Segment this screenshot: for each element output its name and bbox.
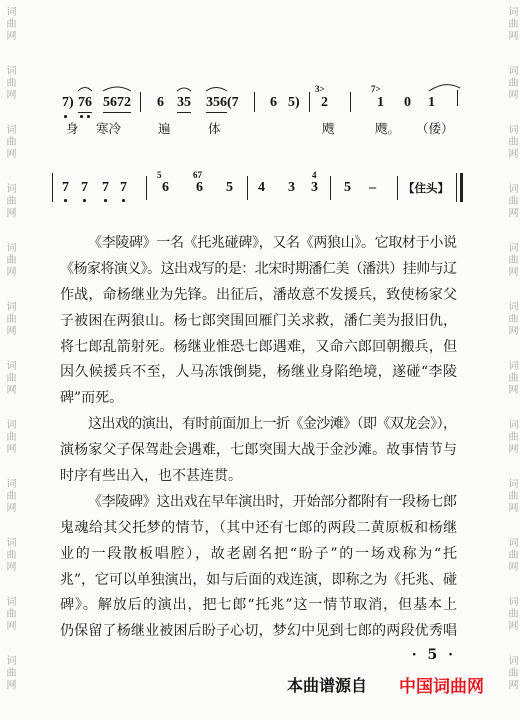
text-line-content: 仍保留了杨继业被困后盼子心切，梦幻中见到七郎的两段优秀唱 (60, 623, 458, 640)
watermark-text: 词曲网 (506, 655, 517, 691)
watermark-text: 词曲网 (506, 6, 517, 42)
watermark-text: 词曲网 (4, 596, 15, 632)
lyric: 寒冷 (96, 121, 122, 136)
bar-line (254, 92, 255, 112)
note: 5 (344, 180, 351, 195)
text-line-content: 这出戏的演出，有时前面加上一折《金沙滩》（即《双龙会》）， (88, 416, 457, 433)
duration-underline (206, 112, 227, 113)
note: 5) (288, 95, 300, 110)
low-octave-dot (83, 199, 86, 202)
bar-line (350, 92, 351, 112)
bar-line (457, 90, 458, 106)
note: 3 (288, 180, 295, 195)
note: 6 (270, 95, 277, 110)
note: 4 (258, 180, 265, 195)
watermark-text: 词曲网 (506, 242, 517, 278)
watermark-text: 词曲网 (4, 242, 15, 278)
grace-note: 67 (193, 170, 202, 180)
note: 35 (177, 95, 191, 110)
text-line-content: 子被困在两狼山。杨七郎突围回雁门关求救，潘仁美为报旧仇， (60, 312, 458, 329)
final-bar-line (460, 173, 463, 202)
text-line-content: 因久候援兵不至，人马冻饿倒毙，杨继业身陷绝境，遂碰“李陵 (60, 364, 458, 381)
page-number: · 5 · (411, 647, 456, 663)
watermark-text: 词曲网 (506, 537, 517, 573)
note: 7 (62, 180, 69, 195)
watermark-text: 词曲网 (4, 478, 15, 514)
watermark-text: 词曲网 (506, 65, 517, 101)
watermark-text: 词曲网 (506, 478, 517, 514)
watermark-text: 词曲网 (4, 419, 15, 455)
slur (78, 88, 92, 92)
watermark-text: 词曲网 (4, 65, 15, 101)
text-line-content: 演杨家父子保驾赴会遇难，七郎突围大战于金沙滩。故事情节与 (60, 442, 458, 459)
duration-underline (78, 112, 92, 113)
text-line-content: 作战，命杨继业为先锋。出征后，潘故意不发援兵，致使杨家父 (60, 286, 458, 303)
text-line (60, 384, 457, 410)
text-line (60, 462, 457, 488)
text-line (60, 281, 457, 307)
text-line (60, 255, 457, 281)
watermark-text: 词曲网 (506, 301, 517, 337)
bar-line (146, 176, 147, 200)
text-line-content: 时序有些出入，也不甚连贯。 (60, 468, 242, 485)
bar-line (456, 173, 457, 202)
text-line-content: 碑”而死。 (60, 390, 124, 407)
watermark-text: 词曲网 (4, 124, 15, 160)
note: 356(7 (206, 95, 239, 110)
footer-source-label: 本曲谱源自 (287, 676, 368, 695)
text-line-content: 碑》。解放后的演出，把七郎“托兆”这一情节取消，但基本上 (60, 597, 458, 614)
lyric: 飕。 (375, 121, 401, 136)
bar-line (397, 176, 398, 200)
note: 2 (321, 95, 328, 110)
watermark-text: 词曲网 (4, 301, 15, 337)
lyric: 飕 (322, 121, 335, 136)
grace-note: 7> (371, 84, 381, 94)
watermark-text: 词曲网 (4, 655, 15, 691)
note: 0 (404, 95, 411, 110)
note: 6 (196, 180, 203, 195)
watermark-text: 词曲网 (4, 183, 15, 219)
slur (206, 88, 227, 92)
watermark-text: 词曲网 (506, 183, 517, 219)
watermark-text: 词曲网 (4, 6, 15, 42)
low-octave-dot (64, 115, 67, 118)
bar-line (330, 176, 331, 200)
note: 7 (81, 180, 88, 195)
low-octave-dot (87, 115, 90, 118)
text-line (60, 591, 457, 617)
note: 7) (62, 95, 74, 110)
note: 7 (102, 180, 109, 195)
duration-underline (103, 112, 131, 113)
text-line-content: 鬼魂给其父托梦的情节，（其中还有七郎的两段二黄原板和杨继 (60, 519, 458, 536)
low-octave-dot (122, 199, 125, 202)
watermark-text: 词曲网 (506, 360, 517, 396)
duration-underline (177, 112, 191, 113)
note: 76 (78, 95, 92, 110)
note-dash: – (369, 180, 376, 195)
jianpu-score (0, 0, 520, 215)
text-line-content: 《李陵碑》一名《托兆碰碑》，又名《两狼山》。它取材于小说 (88, 235, 457, 251)
text-line (60, 514, 457, 540)
note: 6 (157, 95, 164, 110)
watermark-text: 词曲网 (4, 537, 15, 573)
note: 7 (120, 180, 127, 195)
note: 5672 (103, 95, 131, 110)
lyric: 身 (66, 121, 79, 136)
note: 6 (162, 180, 169, 195)
slur (429, 85, 460, 91)
grace-note: 5 (157, 170, 162, 180)
slur (103, 87, 131, 91)
watermark-text: 词曲网 (506, 124, 517, 160)
text-line (60, 436, 457, 462)
watermark-text: 词曲网 (4, 360, 15, 396)
body-text (60, 229, 457, 643)
text-line (60, 229, 457, 255)
text-line (60, 488, 457, 514)
note: 5 (226, 180, 233, 195)
text-line-content: 业的一段散板唱腔），故老剧名把“盼子”的一场戏称为“托 (60, 545, 459, 562)
low-octave-dot (64, 199, 67, 202)
note: 1 (428, 95, 435, 110)
slur (177, 88, 191, 91)
text-line (60, 333, 457, 359)
footer-site-name: 中国词曲网 (399, 677, 484, 697)
text-line-content: 《李陵碑》这出戏在早年演出时，开始部分都附有一段杨七郎 (88, 493, 457, 510)
text-line-content: 将七郎乱箭射死。杨继业惟恐七郎遇难，又命六郎回朝搬兵，但 (60, 338, 458, 355)
bar-line (247, 176, 248, 200)
lyric: 遍 (158, 121, 171, 136)
grace-note: 3> (315, 84, 325, 94)
low-octave-dot (104, 199, 107, 202)
low-octave-dot (80, 115, 83, 118)
text-line (60, 540, 457, 566)
bar-line (309, 92, 310, 112)
text-line (60, 307, 457, 333)
percussion-marking: 【住头】 (403, 181, 449, 195)
paragraph-3 (60, 488, 457, 643)
text-line (60, 566, 457, 592)
text-line (60, 617, 457, 643)
bar-line (52, 173, 53, 202)
text-line (60, 358, 457, 384)
bar-line (140, 92, 141, 112)
grace-note: 4 (312, 170, 317, 180)
watermark-text: 词曲网 (506, 596, 517, 632)
watermark-text: 词曲网 (506, 419, 517, 455)
text-line-content: 兆”，它可以单独演出，如与后面的戏连演，即称之为《托兆、碰 (60, 571, 457, 588)
paragraph-1 (60, 229, 457, 410)
paragraph-2 (60, 410, 457, 488)
note: 1 (377, 95, 384, 110)
lyric: 体 (208, 121, 221, 136)
text-line (60, 410, 457, 436)
text-line-content: 《杨家将演义》。这出戏写的是：北宋时期潘仁美（潘洪）挂帅与辽 (60, 260, 457, 277)
lyric: （倭） (416, 121, 454, 136)
note: 3 (311, 180, 318, 195)
